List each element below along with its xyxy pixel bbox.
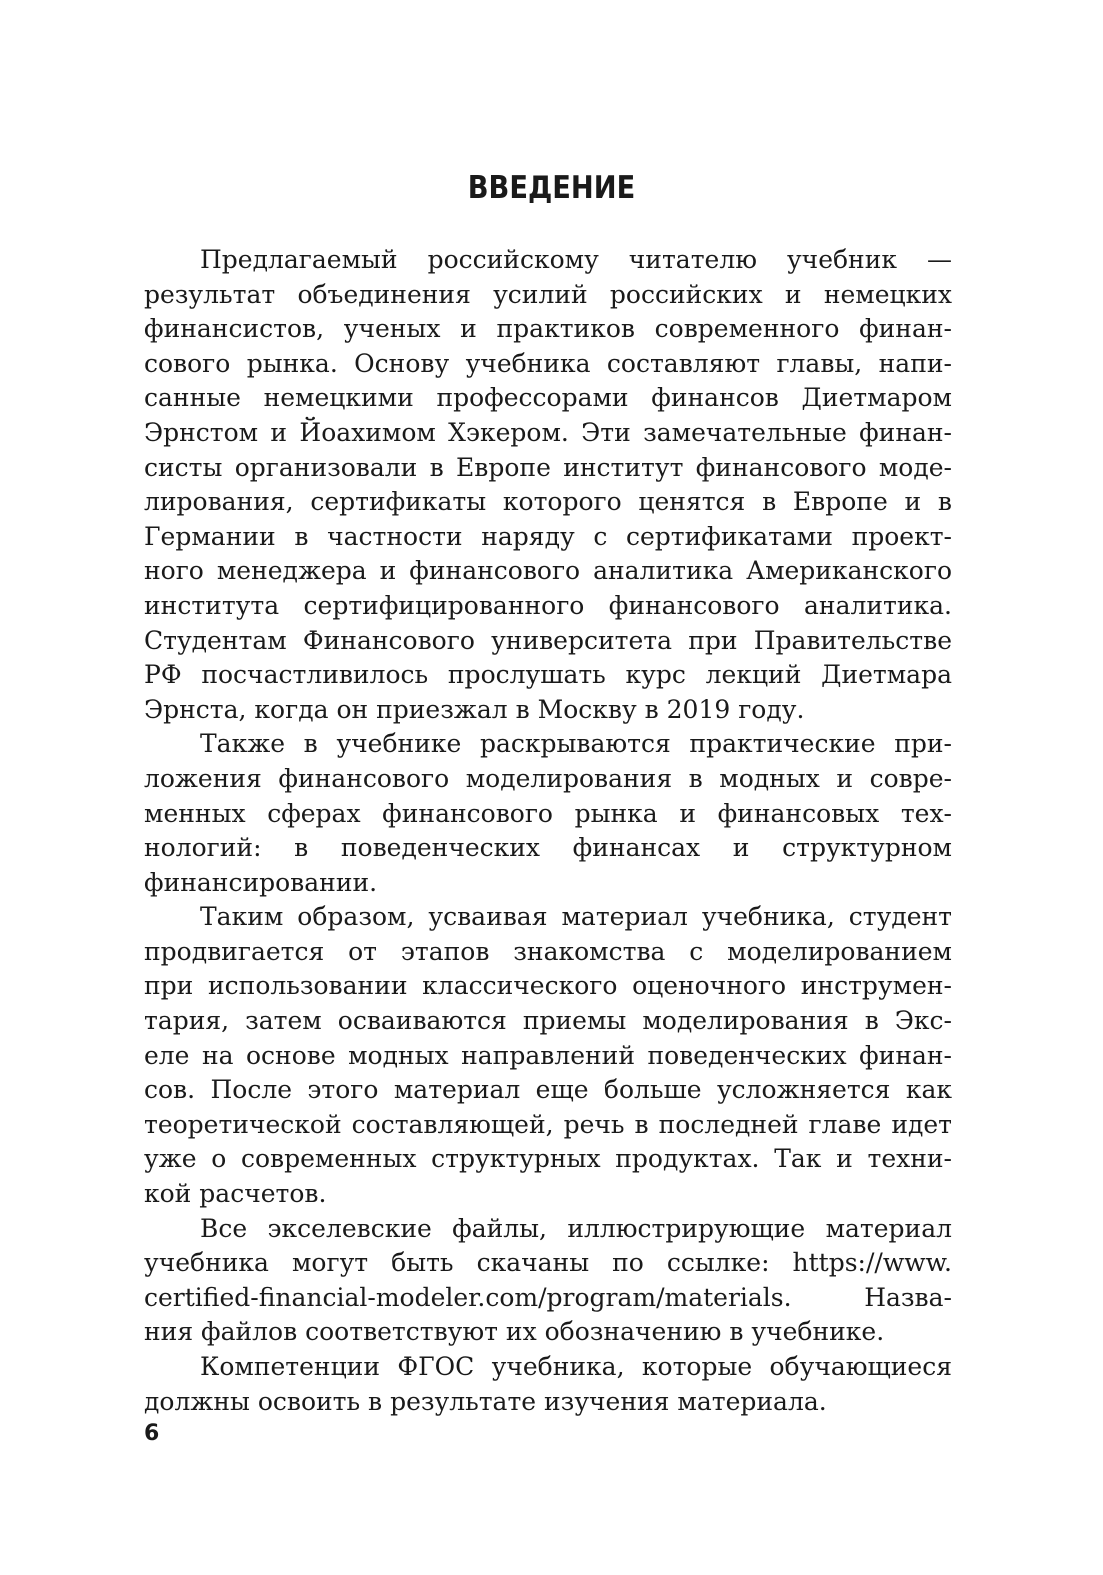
text-line: учебника могут быть скачаны по ссылке: https://www. [144, 1248, 952, 1278]
text-line: продвигается от этапов знакомства с моделированием [144, 936, 952, 966]
paragraph [144, 727, 952, 900]
text-line: Эрнстом и Йоахимом Хэкером. Эти замечательные финан- [144, 417, 952, 447]
text-line: результат объединения усилий российских и немецких [144, 279, 952, 309]
page-number: 6 [144, 1421, 160, 1446]
text-line: лирования, сертификаты которого ценятся в Европе и в [144, 487, 952, 517]
text-line: финансировании. [144, 867, 378, 897]
text-line: теоретической составляющей, речь в последней главе идет [144, 1109, 952, 1139]
text-line: certified-financial-modeler.com/program/materials. Назва- [144, 1282, 952, 1312]
text-line: кой расчетов. [144, 1179, 327, 1209]
text-line: Таким образом, усваивая материал учебника, студент [200, 902, 952, 932]
text-line: Компетенции ФГОС учебника, которые обучающиеся [200, 1352, 952, 1381]
text-line: Эрнста, когда он приезжал в Москву в 2019 году. [144, 694, 805, 724]
text-line: сового рынка. Основу учебника составляют главы, напи- [144, 348, 952, 378]
text-line: тария, затем осваиваются приемы моделирования в Экс- [144, 1006, 952, 1036]
text-line: менных сферах финансового рынка и финансовых тех- [144, 798, 952, 828]
text-line: института сертифицированного финансового аналитика. [144, 590, 952, 620]
paragraph [144, 1212, 952, 1350]
paragraph [144, 243, 952, 727]
text-line: должны освоить в результате изучения материала. [144, 1386, 827, 1416]
text-line: при использовании классического оценочного инструмен- [144, 971, 952, 1001]
text-line: Германии в частности наряду с сертификатами проект- [144, 521, 952, 551]
text-line: уже о современных структурных продуктах. Так и техни- [144, 1144, 952, 1174]
text-line: ложения финансового моделирования в модных и совре- [144, 763, 952, 793]
text-line: ния файлов соответствуют их обозначению в учебнике. [144, 1317, 885, 1347]
section-heading: ВВЕДЕНИЕ [467, 170, 636, 206]
text-line: Все экселевские файлы, иллюстрирующие материал [200, 1213, 952, 1243]
text-line: сов. После этого материал еще больше усложняется как [144, 1075, 952, 1105]
text-line: финансистов, ученых и практиков современного финан- [144, 314, 952, 344]
text-line: санные немецкими профессорами финансов Диетмаром [144, 383, 952, 413]
text-line: нологий: в поведенческих финансах и структурном [144, 833, 952, 863]
paragraph [144, 900, 952, 1211]
text-line: Предлагаемый российскому читателю учебник — [200, 245, 952, 274]
text-line: систы организовали в Европе институт финансового моде- [144, 452, 952, 482]
text-line: еле на основе модных направлений поведенческих финан- [144, 1040, 952, 1070]
paragraph [144, 1350, 952, 1419]
text-line: РФ посчастливилось прослушать курс лекций Диетмара [144, 660, 952, 690]
text-line: ного менеджера и финансового аналитика Американского [144, 556, 952, 586]
body-text [144, 243, 952, 1419]
text-line: Также в учебнике раскрываются практические при- [200, 729, 952, 759]
text-line: Студентам Финансового университета при Правительстве [144, 625, 952, 655]
